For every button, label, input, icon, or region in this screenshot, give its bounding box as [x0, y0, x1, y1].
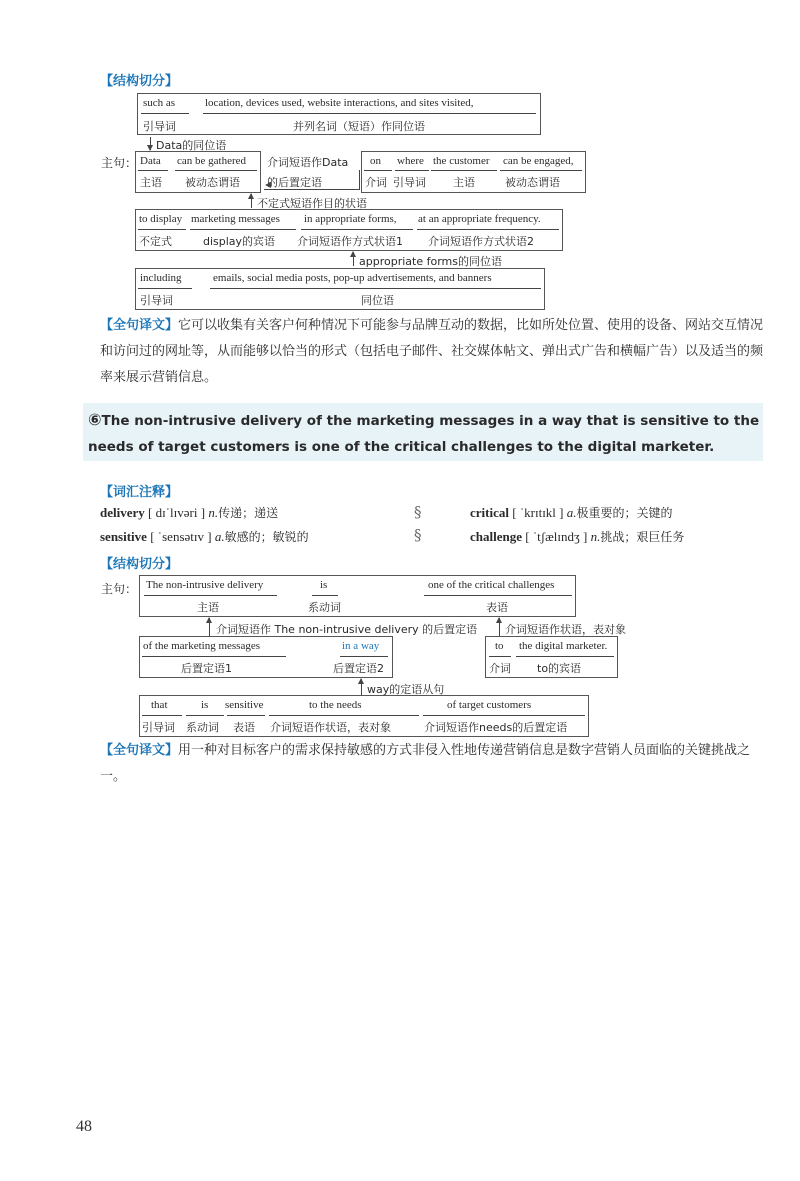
word: is: [320, 579, 328, 591]
label: 介词短语作needs的后置定语: [424, 721, 568, 734]
label: 介词短语作方式状语2: [428, 235, 534, 248]
page-number: 48: [76, 1118, 92, 1135]
label: 引导词: [142, 721, 175, 734]
word: to display: [139, 213, 183, 225]
word: the digital marketer.: [519, 640, 608, 652]
word: such as: [143, 97, 176, 109]
label: 并列名词（短语）作同位语: [293, 120, 425, 133]
label: 主语: [197, 601, 219, 614]
label: 系动词: [308, 601, 341, 614]
label: 介词: [489, 662, 511, 675]
translation-2: [100, 738, 772, 790]
label: 表语: [233, 721, 255, 734]
label: 介词短语作状语，表对象: [270, 721, 391, 734]
word: in appropriate forms,: [304, 213, 397, 225]
vocab-phonetic: [ ˈkrɪtɪkl ]: [512, 505, 564, 520]
sentence-text: The non-intrusive delivery of the marketing messages in a way that is sensitive to the needs of target customers is one of the critical challenges to the digital marketer.: [88, 413, 760, 455]
word: where: [397, 155, 424, 167]
word: on: [370, 155, 381, 167]
vocab-pos: n.: [590, 529, 601, 544]
label: 后置定语1: [181, 662, 232, 675]
note: 不定式短语作目的状语: [257, 197, 367, 210]
word: sensitive: [225, 699, 264, 711]
label: 后置定语2: [333, 662, 384, 675]
vocab-def: 敏感的；敏锐的: [224, 530, 309, 544]
vocab-def: 挑战；艰巨任务: [600, 530, 685, 544]
translation-tag-1: 【全句译文】: [100, 318, 179, 333]
vocab-pos: a.: [214, 529, 225, 544]
sentence-number: ⑥: [88, 410, 102, 429]
vocab-item-critical: [470, 504, 673, 521]
vocab-tag: 【词汇注释】: [100, 485, 179, 500]
label: 被动态谓语: [185, 176, 240, 189]
word: of target customers: [447, 699, 532, 711]
vocab-item-sensitive: [100, 528, 309, 545]
vocab-word: sensitive: [100, 529, 147, 544]
label: 不定式: [139, 235, 172, 248]
arrow-icon: [209, 618, 210, 636]
word: that: [151, 699, 168, 711]
label: 表语: [486, 601, 508, 614]
note: 的后置定语: [267, 176, 322, 189]
note: Data的同位语: [156, 139, 227, 152]
label: 主语: [453, 176, 475, 189]
word: The non-intrusive delivery: [146, 579, 264, 591]
vocab-pos: a.: [566, 505, 577, 520]
label: 系动词: [186, 721, 219, 734]
word: the customer: [433, 155, 490, 167]
translation-1: [100, 313, 772, 391]
note: 介词短语作Data: [267, 156, 349, 169]
sentence-6: [88, 407, 764, 460]
label: display的宾语: [203, 235, 276, 248]
structure-tag-1: 【结构切分】: [100, 74, 179, 89]
vocab-phonetic: [ ˈtʃælɪndʒ ]: [525, 529, 588, 544]
vocab-word: challenge: [470, 529, 522, 544]
separator-icon: §: [414, 503, 422, 521]
vocab-phonetic: [ ˈsensətɪv ]: [150, 529, 212, 544]
separator-icon: §: [414, 526, 422, 544]
label: 同位语: [361, 294, 394, 307]
label: 主语: [140, 176, 162, 189]
word: marketing messages: [191, 213, 280, 225]
word: emails, social media posts, pop-up advertisements, and banners: [213, 272, 492, 284]
vocab-def: 极重要的；关键的: [576, 506, 673, 520]
label: 引导词: [393, 176, 426, 189]
arrow-icon: [361, 679, 362, 695]
translation-text-1: 它可以收集有关客户何种情况下可能参与品牌互动的数据，比如所处位置、使用的设备、网站交互情况和访问过的网址等，从而能够以恰当的形式（包括电子邮件、社交媒体帖文、弹出式广告和横幅广告）以及适当的频率来展示营销信息。: [100, 318, 764, 385]
word: in a way: [342, 640, 380, 652]
note: way的定语从句: [367, 683, 445, 696]
arrow-icon: [499, 618, 500, 636]
label: 介词: [365, 176, 387, 189]
label: 被动态谓语: [505, 176, 560, 189]
word: to the needs: [309, 699, 362, 711]
word: Data: [140, 155, 161, 167]
word: of the marketing messages: [143, 640, 260, 652]
vocab-word: delivery: [100, 505, 145, 520]
word: can be engaged,: [503, 155, 574, 167]
arrow-icon: [353, 252, 354, 266]
word: location, devices used, website interactions, and sites visited,: [205, 97, 474, 109]
arrow-icon: [150, 137, 151, 150]
label: 介词短语作方式状语1: [297, 235, 403, 248]
arrow-icon: [265, 182, 271, 188]
arrow-icon: [251, 194, 252, 208]
word: can be gathered: [177, 155, 247, 167]
vocab-item-challenge: [470, 528, 684, 545]
word: including: [140, 272, 182, 284]
vocab-def: 传递；递送: [218, 506, 279, 520]
word: at an appropriate frequency.: [418, 213, 541, 225]
main-clause-label: 主句：: [101, 156, 138, 170]
label: 引导词: [143, 120, 176, 133]
note: 介词短语作 The non-intrusive delivery 的后置定语: [216, 623, 478, 636]
note: appropriate forms的同位语: [359, 255, 502, 268]
vocab-phonetic: [ dɪˈlɪvəri ]: [148, 505, 206, 520]
word: is: [201, 699, 209, 711]
main-clause-label: 主句：: [101, 582, 138, 596]
vocab-pos: n.: [208, 505, 219, 520]
vocab-item-delivery: [100, 504, 278, 521]
translation-tag-2: 【全句译文】: [100, 743, 179, 758]
word: to: [495, 640, 504, 652]
label: 引导词: [140, 294, 173, 307]
vocab-word: critical: [470, 505, 509, 520]
translation-text-2: 用一种对目标客户的需求保持敏感的方式非侵入性地传递营销信息是数字营销人员面临的关键挑战之一。: [100, 743, 751, 784]
word: one of the critical challenges: [428, 579, 555, 591]
structure-tag-2: 【结构切分】: [100, 557, 179, 572]
label: to的宾语: [537, 662, 582, 675]
note: 介词短语作状语，表对象: [505, 623, 626, 636]
